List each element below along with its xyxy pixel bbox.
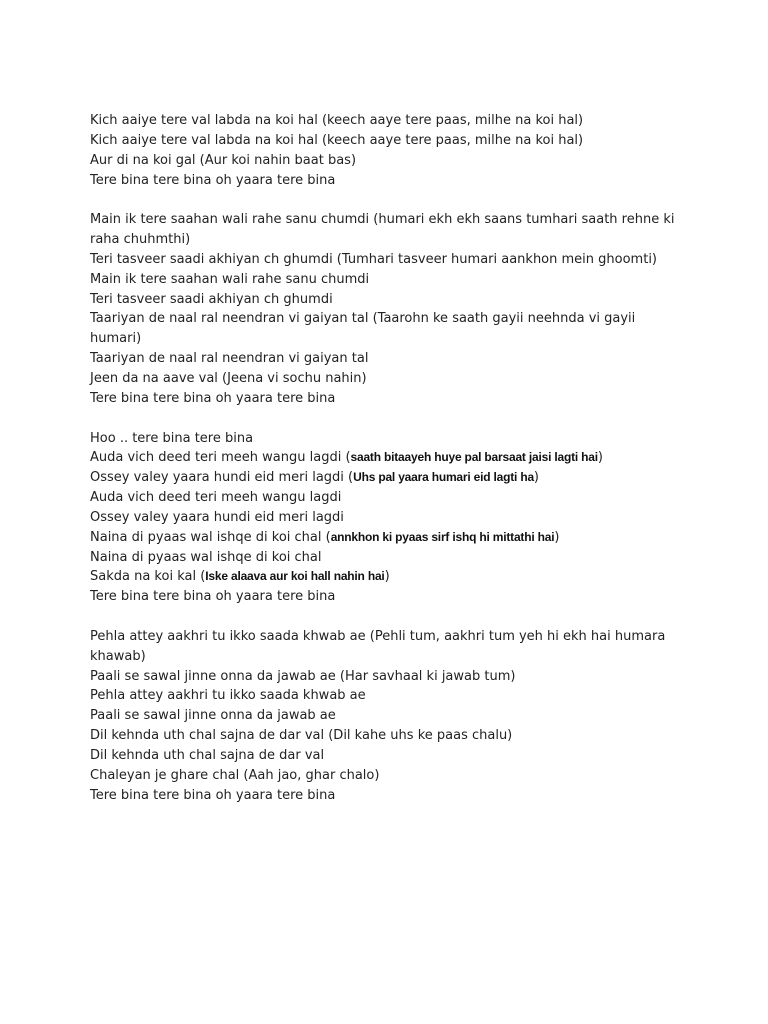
lyric-text: Ossey valey yaara hundi eid meri lagdi ( — [90, 470, 354, 486]
lyric-line — [90, 448, 690, 468]
lyric-text: Taariyan de naal ral neendran vi gaiyan tal — [90, 351, 369, 367]
lyric-line — [90, 250, 690, 270]
lyric-text: Taariyan de naal ral neendran vi gaiyan tal (Taarohn ke saath gayii neehnda vi gayii — [90, 311, 636, 327]
lyric-text: raha chuhmthi) — [90, 232, 191, 248]
lyric-text: Auda vich deed teri meeh wangu lagdi ( — [90, 450, 351, 466]
lyric-line — [90, 766, 690, 786]
lyric-text: Main ik tere saahan wali rahe sanu chumdi (humari ekh ekh saans tumhari saath rehne ki — [90, 212, 675, 228]
lyric-line — [90, 587, 690, 607]
lyric-line — [90, 369, 690, 389]
lyric-line — [90, 111, 690, 131]
lyric-text: ) — [533, 470, 539, 486]
lyric-text: Tere bina tere bina oh yaara tere bina — [90, 390, 336, 406]
lyric-text: Tere bina tere bina oh yaara tere bina — [90, 589, 336, 605]
lyric-line — [90, 627, 690, 647]
lyric-line — [90, 389, 690, 409]
lyric-text: Paali se sawal jinne onna da jawab ae (Har savhaal ki jawab tum) — [90, 668, 516, 684]
lyric-line — [90, 567, 690, 587]
lyric-line — [90, 329, 690, 349]
lyric-line — [90, 468, 690, 488]
lyric-text: Aur di na koi gal (Aur koi nahin baat bas) — [90, 152, 357, 168]
lyric-text: Teri tasveer saadi akhiyan ch ghumdi — [90, 291, 333, 307]
translation-note: Iske alaava aur koi hall nahin hai — [205, 569, 385, 584]
stanza-gap — [90, 190, 690, 210]
lyric-text: Tere bina tere bina oh yaara tere bina — [90, 787, 336, 803]
lyric-line — [90, 528, 690, 548]
lyric-line — [90, 210, 690, 230]
lyric-text: Teri tasveer saadi akhiyan ch ghumdi (Tumhari tasveer humari aankhon mein ghoomti) — [90, 251, 657, 267]
lyric-line — [90, 270, 690, 290]
lyric-text: Ossey valey yaara hundi eid meri lagdi — [90, 509, 344, 525]
lyric-line — [90, 151, 690, 171]
lyric-line — [90, 309, 690, 329]
lyric-line — [90, 290, 690, 310]
lyric-line — [90, 131, 690, 151]
lyric-text: Kich aaiye tere val labda na koi hal (keech aaye tere paas, milhe na koi hal) — [90, 113, 584, 128]
lyric-text: Naina di pyaas wal ishqe di koi chal ( — [90, 529, 331, 545]
lyric-line — [90, 726, 690, 746]
lyric-line — [90, 746, 690, 766]
lyric-line — [90, 686, 690, 706]
lyric-text: ) — [384, 569, 390, 585]
lyric-line — [90, 349, 690, 369]
lyric-line — [90, 230, 690, 250]
lyric-text: Dil kehnda uth chal sajna de dar val (Dil kahe uhs ke paas chalu) — [90, 728, 513, 744]
lyric-line — [90, 508, 690, 528]
lyric-line — [90, 647, 690, 667]
lyric-line — [90, 171, 690, 191]
lyric-text: khawab) — [90, 648, 146, 664]
translation-note: Uhs pal yaara humari eid lagti ha — [353, 470, 534, 485]
lyric-text: Tere bina tere bina oh yaara tere bina — [90, 172, 336, 188]
stanza-gap — [90, 607, 690, 627]
lyric-text: Pehla attey aakhri tu ikko saada khwab ae (Pehli tum, aakhri tum yeh hi ekh hai humara — [90, 628, 666, 644]
lyric-text: Naina di pyaas wal ishqe di koi chal — [90, 549, 322, 565]
lyric-text: Jeen da na aave val (Jeena vi sochu nahin) — [90, 370, 367, 386]
stanza-gap — [90, 409, 690, 429]
lyric-text: Paali se sawal jinne onna da jawab ae — [90, 708, 336, 724]
lyric-line — [90, 548, 690, 568]
lyric-text: Hoo .. tere bina tere bina — [90, 430, 254, 446]
lyric-text: Main ik tere saahan wali rahe sanu chumdi — [90, 271, 370, 287]
lyric-text: Sakda na koi kal ( — [90, 569, 206, 585]
lyric-text: Auda vich deed teri meeh wangu lagdi — [90, 490, 342, 506]
lyrics-document — [90, 111, 690, 806]
lyric-text: Kich aaiye tere val labda na koi hal (keech aaye tere paas, milhe na koi hal) — [90, 132, 584, 148]
lyric-line — [90, 429, 690, 449]
lyric-text: ) — [597, 450, 603, 466]
translation-note: saath bitaayeh huye pal barsaat jaisi lagti hai — [350, 450, 598, 465]
lyric-text: Chaleyan je ghare chal (Aah jao, ghar chalo) — [90, 767, 380, 783]
lyric-text: humari) — [90, 331, 142, 347]
lyric-text: Dil kehnda uth chal sajna de dar val — [90, 748, 325, 763]
translation-note: annkhon ki pyaas sirf ishq hi mittathi hai — [330, 529, 555, 544]
lyric-line — [90, 786, 690, 806]
lyric-line — [90, 706, 690, 726]
lyric-line — [90, 488, 690, 508]
lyric-text: ) — [554, 529, 560, 545]
lyric-text: Pehla attey aakhri tu ikko saada khwab ae — [90, 688, 366, 704]
lyric-line — [90, 667, 690, 687]
